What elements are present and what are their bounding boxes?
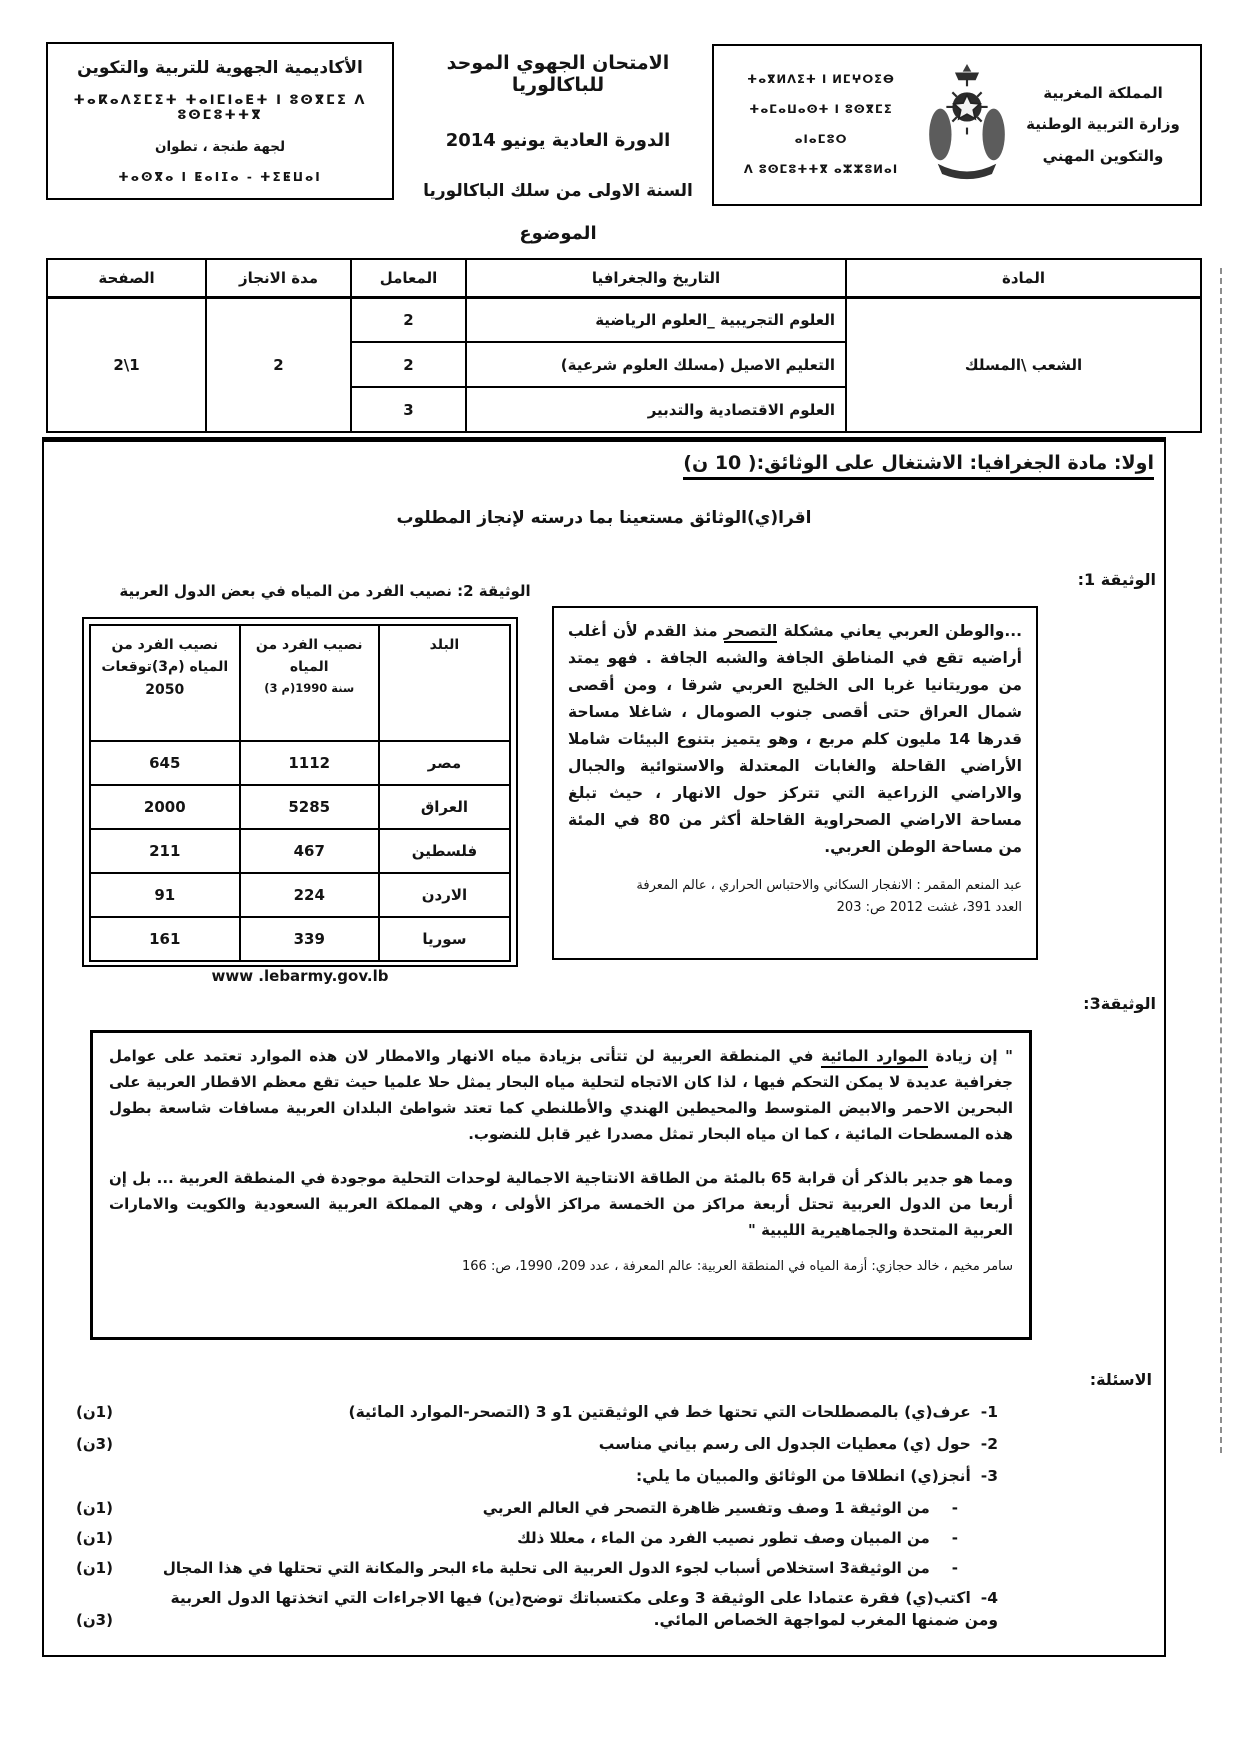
col-header-field: التاريخ والجغرافيا bbox=[466, 259, 846, 297]
question-mark: (1ن) bbox=[76, 1499, 113, 1517]
value-1990: 5285 bbox=[240, 785, 379, 829]
value-2050: 91 bbox=[90, 873, 240, 917]
value-1990: 467 bbox=[240, 829, 379, 873]
col-header-duration: مدة الانجاز bbox=[206, 259, 351, 297]
stream-coefficient: 3 bbox=[351, 387, 466, 432]
col-header-coefficient: المعامل bbox=[351, 259, 466, 297]
scan-artifact-dashes bbox=[1220, 268, 1222, 1453]
content-frame bbox=[42, 437, 1166, 1657]
academy-region-tifinagh: ⵜⴰⵙⴳⴰ ⵏ ⵟⴰⵏⵊⴰ - ⵜⵉⵟⵡⴰⵏ bbox=[118, 170, 322, 185]
doc1-text-box bbox=[552, 606, 1038, 960]
bullet-dash: - bbox=[951, 1529, 958, 1547]
value-2050: 2000 bbox=[90, 785, 240, 829]
country-name: سوريا bbox=[379, 917, 510, 961]
question-number: 3- bbox=[980, 1467, 998, 1485]
questions-label: الاسئلة: bbox=[1089, 1370, 1152, 1389]
question-mark: (1ن) bbox=[76, 1529, 113, 1547]
doc2-water-table-box bbox=[82, 617, 518, 985]
stream-name: التعليم الاصيل (مسلك العلوم شرعية) bbox=[466, 342, 846, 387]
col-header-1990: نصيب الفرد من المياه سنة 1990(م 3) bbox=[240, 625, 379, 741]
question-4: 4-اكتب(ي) فقرة عتمادا على الوثيقة 3 وعلى مكتسباتك توضح(ين) فيها الاجراءات التي اتخذتها الدول العربية ومن ضمنها المغرب لمواجهة الخصاص المائي. (3ن) bbox=[76, 1589, 998, 1629]
instruction-line: اقرا(ي)الوثائق مستعينا بما درسته لإنجاز المطلوب bbox=[396, 508, 812, 528]
doc2-label: الوثيقة 2: نصيب الفرد من المياه في بعض الدول العربية bbox=[119, 582, 531, 600]
doc3-paragraph2: ومما هو جدير بالذكر أن قرابة 65 بالمئة من الطاقة الانتاجية الاجمالية لوحدات التحلية موجودة في المنطقة العربية ... بل إن أربعا من الدول العربية تحتل أربعة مراكز من الخمسة مراكز الأولى ، وهي المملكة العربية السعودية والكويت والامارات العربية المتحدة والجماهيرية الليبية " bbox=[109, 1169, 1013, 1239]
table-row bbox=[47, 297, 1201, 342]
question-2: 2-حول (ي) معطيات الجدول الى رسم بياني مناسب (3ن) bbox=[76, 1435, 998, 1453]
doc3-text-box bbox=[90, 1030, 1032, 1340]
question-number: 4- bbox=[980, 1589, 998, 1607]
question-mark: (3ن) bbox=[76, 1611, 113, 1629]
table-row bbox=[90, 829, 510, 873]
exam-title-line1: الامتحان الجهوي الموحد للباكالوريا bbox=[446, 52, 670, 96]
doc3-paragraph1: " إن زيادة الموارد المائية في المنطقة العربية لن تتأتى بزيادة مياه الانهار والامطار لان هذه الموارد تعتمد على عوامل جغرافية عديدة لا يمكن التحكم فيها ، لذا كان الاتجاه لتحلية مياه البحار يمثل حلا علميا حيث تقع معظم الاقطار العربية على البحرين الاحمر والابيض المتوسط والمحيطين الهندي والأطلنطي كما تعتد شواطئ البلدان العربية مسافات شاسعة بطول هذه المسطحات المائية ، كما ان مياه البحار تمثل مصدرا غير قابل للنضوب. bbox=[109, 1047, 1013, 1143]
stream-coefficient: 2 bbox=[351, 342, 466, 387]
doc3-source: سامر مخيم ، خالد حجازي: أزمة المياه في المنطقة العربية: عالم المعرفة ، عدد 209، 1990، ص: 166 bbox=[461, 1259, 1013, 1274]
question-3-sub-3: -من الوثيقة3 استخلاص أسباب لجوء الدول العربية الى تحلية ماء البحر والمكانة التي تحتلها في هذا المجال (1ن) bbox=[76, 1559, 958, 1577]
underlined-term-water-resources: الموارد المائية bbox=[821, 1047, 928, 1068]
value-2050: 161 bbox=[90, 917, 240, 961]
ministry-name-tifinagh-2: ⴷ ⵓⵙⵎⵓⵜⵜⴳ ⴰⵣⵣⵓⵍⴰⵏ bbox=[743, 161, 899, 176]
morocco-coat-of-arms-icon bbox=[924, 62, 1010, 188]
table-row bbox=[90, 741, 510, 785]
doc1-text: ...والوطن العربي يعاني مشكلة التصحر منذ القدم لأن أغلب أراضيه تقع في المناطق الجافة والشبه الجافة . فهو يمتد من موريتانيا غربا الى الخليج العربي شرقا ، ومن أقصى شمال العراق حتى أقصى جنوب الصومال ، شاغلا مساحة قدرها 14 مليون كلم مربع ، وهو يتميز بتنوع البيئات شاملا الأراضي القاحلة والغابات المعتدلة والاستوائية والجبال والاراضي الزراعية التي تتركز حول الانهار ، حيث تبلغ مساحة الاراضي الصحراوية القاحلة أكثر من 80 في المئة من مساحة الوطن العربي. bbox=[568, 622, 1023, 856]
ministry-name: وزارة التربية الوطنية bbox=[1026, 115, 1180, 134]
question-3-sub-1: -من الوثيقة 1 وصف وتفسير ظاهرة التصحر في العالم العربي (1ن) bbox=[76, 1499, 958, 1517]
question-number: 2- bbox=[980, 1435, 998, 1453]
country-name: الاردن bbox=[379, 873, 510, 917]
value-1990: 1112 bbox=[240, 741, 379, 785]
kingdom-name-tifinagh: ⵜⴰⴳⵍⴷⵉⵜ ⵏ ⵍⵎⵖⵔⵉⴱ bbox=[747, 72, 895, 87]
bullet-dash: - bbox=[951, 1499, 958, 1517]
water-share-table bbox=[89, 624, 511, 962]
value-1990: 339 bbox=[240, 917, 379, 961]
ministry-tifinagh-text bbox=[726, 65, 916, 185]
section-heading: اولا: مادة الجغرافيا: الاشتغال على الوثائق:( 10 ن) bbox=[683, 452, 1154, 480]
source-url: www .lebarmy.gov.lb bbox=[211, 967, 389, 985]
academy-name-tifinagh: ⵜⴰⴽⴰⴷⵉⵎⵉⵜ ⵜⴰⵏⵎⵏⴰⴹⵜ ⵏ ⵓⵙⴳⵎⵉ ⴷ ⵓⵙⵎⵓⵜⵜⴳ bbox=[73, 93, 367, 124]
kingdom-name: المملكة المغربية bbox=[1043, 83, 1163, 102]
ministry-name-2: والتكوين المهني bbox=[1042, 146, 1164, 165]
value-1990: 224 bbox=[240, 873, 379, 917]
stream-coefficient: 2 bbox=[351, 297, 466, 342]
question-mark: (1ن) bbox=[76, 1559, 113, 1577]
value-2050: 645 bbox=[90, 741, 240, 785]
country-name: العراق bbox=[379, 785, 510, 829]
exam-year-line: السنة الاولى من سلك الباكالوريا bbox=[423, 181, 693, 201]
table-row bbox=[90, 785, 510, 829]
academy-header-box bbox=[46, 42, 394, 200]
question-mark: (3ن) bbox=[76, 1435, 113, 1453]
page-value: 2\1 bbox=[47, 297, 206, 432]
stream-name: العلوم الاقتصادية والتدبير bbox=[466, 387, 846, 432]
academy-region-arabic: لجهة طنجة ، تطوان bbox=[154, 138, 286, 155]
doc3-label: الوثيقة3: bbox=[1083, 994, 1156, 1013]
ministry-header-box bbox=[712, 44, 1202, 206]
value-2050: 211 bbox=[90, 829, 240, 873]
academy-name-arabic: الأكاديمية الجهوية للتربية والتكوين bbox=[77, 57, 363, 78]
country-name: مصر bbox=[379, 741, 510, 785]
col-header-subject: المادة bbox=[846, 259, 1201, 297]
stream-name: العلوم التجريبية _العلوم الرياضية bbox=[466, 297, 846, 342]
exam-title-block bbox=[408, 52, 708, 244]
exam-session-line: الدورة العادية يونيو 2014 bbox=[445, 130, 671, 151]
table-row bbox=[90, 873, 510, 917]
col-header-2050: نصيب الفرد من المياه (م3)توقعات 2050 bbox=[90, 625, 240, 741]
question-mark: (1ن) bbox=[76, 1403, 113, 1421]
doc1-label: الوثيقة 1: bbox=[1077, 570, 1156, 589]
bullet-dash: - bbox=[951, 1559, 958, 1577]
ministry-name-tifinagh: ⵜⴰⵎⴰⵡⴰⵙⵜ ⵏ ⵓⵙⴳⵎⵉ ⴰⵏⴰⵎⵓⵔ bbox=[749, 102, 893, 146]
country-name: فلسطين bbox=[379, 829, 510, 873]
question-number: 1- bbox=[980, 1403, 998, 1421]
underlined-term-desertification: التصحر bbox=[724, 622, 778, 643]
question-3: 3-أنجز(ي) انطلاقا من الوثائق والمبيان ما يلي: bbox=[635, 1467, 998, 1485]
exam-info-table bbox=[46, 258, 1202, 433]
col-header-page: الصفحة bbox=[47, 259, 206, 297]
ministry-arabic-text bbox=[1018, 78, 1188, 173]
duration-value: 2 bbox=[206, 297, 351, 432]
question-3-sub-2: -من المبيان وصف تطور نصيب الفرد من الماء ، معللا ذلك (1ن) bbox=[76, 1529, 958, 1547]
streams-cell: الشعب \المسلك bbox=[846, 297, 1201, 432]
subject-word: الموضوع bbox=[519, 223, 597, 244]
question-1: 1-عرف(ي) بالمصطلحات التي تحتها خط في الوثيقتين 1و 3 (التصحر-الموارد المائية) (1ن) bbox=[76, 1403, 998, 1421]
table-row bbox=[90, 917, 510, 961]
col-header-country: البلد bbox=[379, 625, 510, 741]
questions-section bbox=[50, 1370, 1158, 1641]
doc1-source: عبد المنعم المقمر : الانفجار السكاني والاحتباس الحراري ، عالم المعرفة العدد 391، غشت 2012 ص: 203 bbox=[636, 878, 1022, 915]
